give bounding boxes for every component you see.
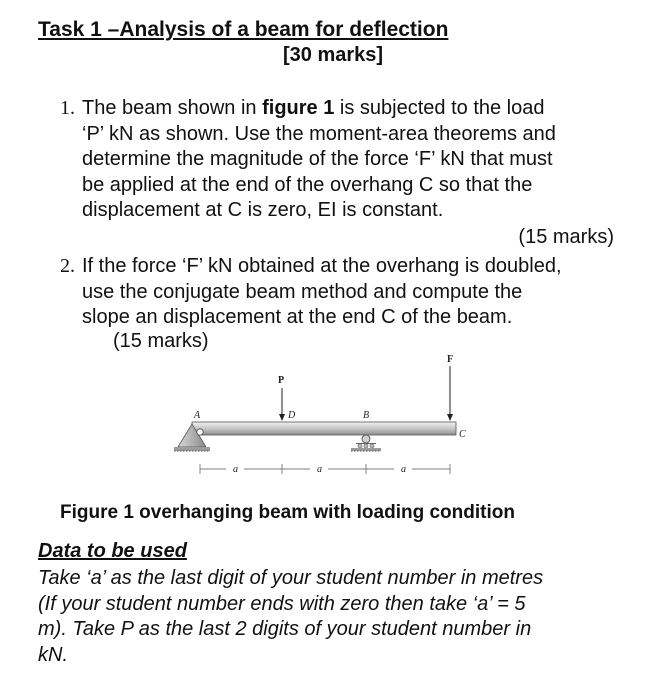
- question-1-number: 1.: [60, 97, 75, 119]
- data-heading: Data to be used: [38, 540, 187, 562]
- question-1-line-3: determine the magnitude of the force ‘F’ kN that must: [82, 148, 553, 170]
- beam: [192, 422, 456, 435]
- question-1-line-1: [82, 96, 622, 122]
- label-c: C: [459, 429, 466, 440]
- question-2-line-3: slope an displacement at the end C of the beam.: [82, 306, 513, 328]
- question-1-line-2: ‘P’ kN as shown. Use the moment-area theorems and: [82, 122, 556, 145]
- question-2-marks: (15 marks): [113, 330, 209, 352]
- task-title: Task 1 –Analysis of a beam for deflection: [38, 18, 449, 41]
- label-p: P: [278, 375, 285, 386]
- dimension-a-1: a: [233, 464, 238, 475]
- label-f: F: [447, 354, 454, 365]
- question-1-line-5: displacement at C is zero, EI is constant.: [82, 199, 444, 221]
- question-1-line-1-part-a: The beam shown in: [82, 97, 263, 119]
- data-line-3: m). Take P as the last 2 digits of your student number in: [38, 618, 532, 640]
- question-2-text: [82, 254, 622, 331]
- data-text: [38, 566, 618, 668]
- question-1-line-4: be applied at the end of the overhang C so that the: [82, 173, 533, 196]
- question-1-marks: (15 marks): [518, 226, 614, 248]
- label-d: D: [288, 410, 296, 421]
- beam-figure: [170, 352, 480, 492]
- dimension-a-2: a: [317, 464, 322, 475]
- question-2-number: 2.: [60, 255, 75, 277]
- figure-reference: figure 1: [262, 97, 335, 119]
- question-1-text: [82, 96, 622, 224]
- question-1-line-1-part-b: is subjected to the load: [334, 97, 545, 119]
- question-2-line-2: use the conjugate beam method and compute the: [82, 280, 523, 303]
- label-a: A: [194, 410, 201, 421]
- label-b: B: [363, 410, 370, 421]
- dimension-a-3: a: [401, 464, 406, 475]
- data-line-4: kN.: [38, 643, 68, 666]
- load-f-arrow: [447, 366, 453, 421]
- total-marks: [30 marks]: [283, 44, 384, 66]
- figure-caption: Figure 1 overhanging beam with loading condition: [60, 502, 515, 523]
- load-p-arrow: [279, 388, 285, 421]
- roller-support-b: [351, 435, 381, 451]
- question-2-line-1: If the force ‘F’ kN obtained at the overhang is doubled,: [82, 255, 562, 277]
- data-line-2: (If your student number ends with zero then take ‘a’ = 5: [38, 592, 526, 615]
- data-line-1: Take ‘a’ as the last digit of your student number in metres: [38, 567, 544, 589]
